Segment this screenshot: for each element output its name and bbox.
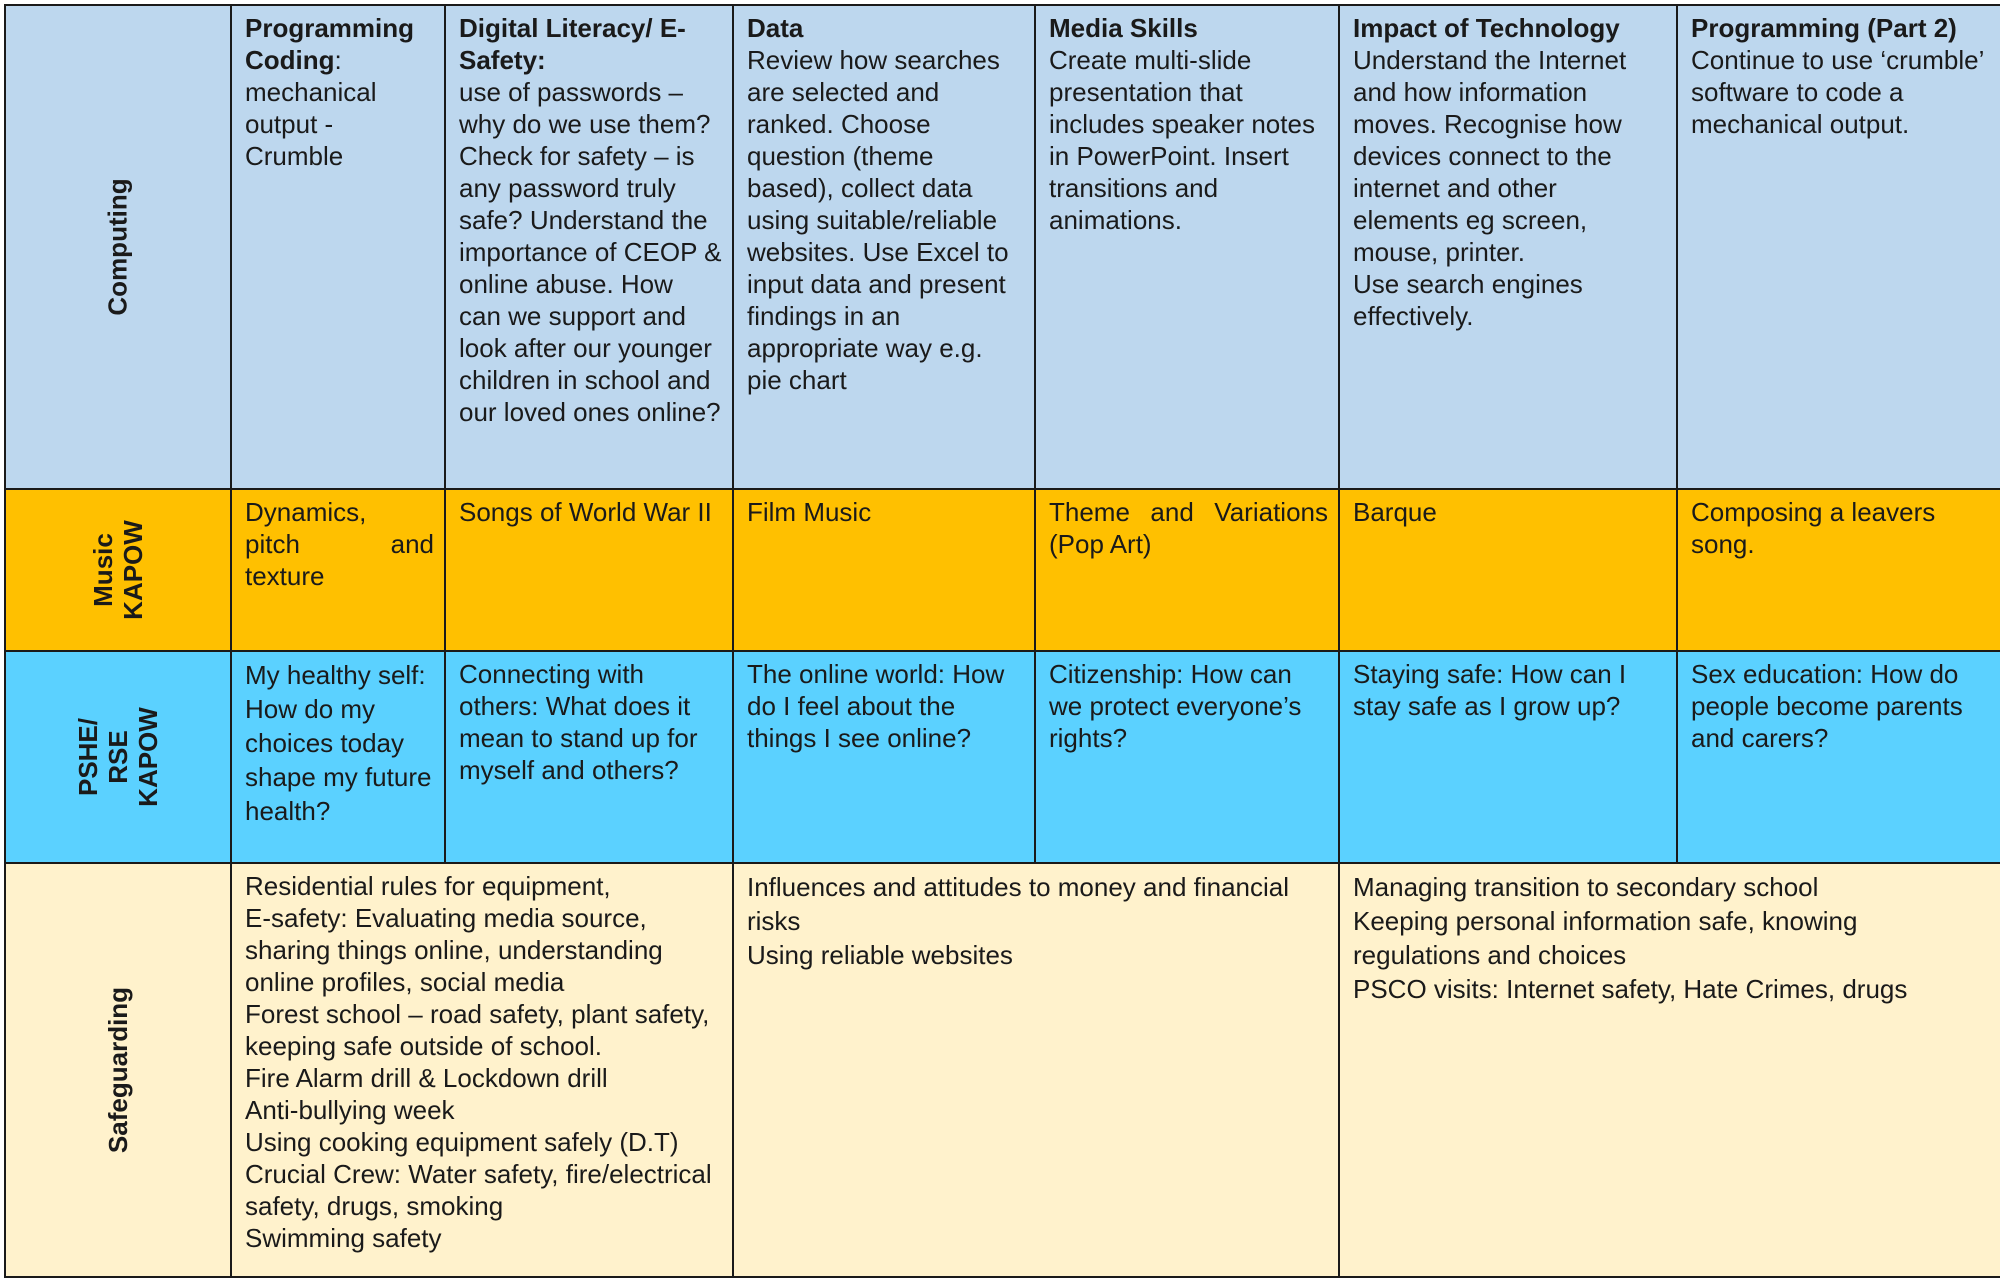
safeguarding-col-3 bbox=[1339, 863, 2000, 1277]
cell-body: Create multi-slide presentation that includes speaker notes in PowerPoint. Insert transitions and animations. bbox=[1049, 45, 1315, 235]
pshe-online-world-cell: The online world: How do I feel about the things I see online? bbox=[733, 651, 1035, 863]
pshe-connecting-cell: Connecting with others: What does it mean to stand up for myself and others? bbox=[445, 651, 733, 863]
row-label: Music KAPOW bbox=[87, 519, 148, 620]
cell-body: Use search engines effectively. bbox=[1353, 269, 1583, 331]
computing-media-skills-cell bbox=[1035, 5, 1339, 489]
safeguarding-row bbox=[5, 863, 2000, 1277]
safeguarding-item: Using reliable websites bbox=[747, 940, 1013, 970]
cell-title: Data bbox=[747, 13, 804, 43]
cell-body: Review how searches are selected and ranked. Choose question (theme based), collect data using suitable/reliable websites. Use Excel to input data and present findings in an appropriate way e.g. pie chart bbox=[747, 45, 1009, 395]
safeguarding-item: Forest school – road safety, plant safety, keeping safe outside of school. bbox=[245, 999, 710, 1061]
computing-programming-cell bbox=[231, 5, 445, 489]
pshe-label-cell bbox=[5, 651, 231, 863]
cell-body: Continue to use ‘crumble’ software to code a mechanical output. bbox=[1691, 45, 1984, 139]
pshe-sex-education-cell: Sex education: How do people become parents and carers? bbox=[1677, 651, 2000, 863]
music-composing-cell: Composing a leavers song. bbox=[1677, 489, 2000, 651]
safeguarding-item: E-safety: Evaluating media source, sharing things online, understanding online profiles, social media bbox=[245, 903, 663, 997]
pshe-healthy-self-cell: My healthy self: How do my choices today shape my future health? bbox=[231, 651, 445, 863]
cell-body: use of passwords – why do we use them? Check for safety – is any password truly safe? Understand the importance of CEOP & online abuse. How can we support and look after our younger children in school and our loved ones online? bbox=[459, 77, 722, 427]
safeguarding-col-1 bbox=[231, 863, 733, 1277]
cell-title: Impact of Technology bbox=[1353, 13, 1620, 43]
safeguarding-item: Managing transition to secondary school bbox=[1353, 872, 1819, 902]
row-label: Safeguarding bbox=[102, 986, 133, 1154]
safeguarding-item: Residential rules for equipment, bbox=[245, 871, 611, 901]
music-row bbox=[5, 489, 2000, 651]
computing-programming-2-cell bbox=[1677, 5, 2000, 489]
cell-title: Programming (Part 2) bbox=[1691, 13, 1957, 43]
computing-impact-cell bbox=[1339, 5, 1677, 489]
title-separator: : bbox=[334, 45, 342, 75]
row-label: PSHE/ RSE KAPOW bbox=[72, 706, 163, 807]
computing-digital-literacy-cell bbox=[445, 5, 733, 489]
music-label-cell bbox=[5, 489, 231, 651]
safeguarding-item: Influences and attitudes to money and financial risks bbox=[747, 872, 1290, 936]
row-label: Computing bbox=[103, 178, 133, 316]
safeguarding-item: Anti-bullying week bbox=[245, 1095, 455, 1125]
pshe-staying-safe-cell: Staying safe: How can I stay safe as I grow up? bbox=[1339, 651, 1677, 863]
safeguarding-item: Fire Alarm drill & Lockdown drill bbox=[245, 1063, 608, 1093]
music-film-cell: Film Music bbox=[733, 489, 1035, 651]
safeguarding-col-2 bbox=[733, 863, 1339, 1277]
safeguarding-item: Using cooking equipment safely (D.T) bbox=[245, 1127, 679, 1157]
cell-body: mechanical output - Crumble bbox=[245, 77, 377, 171]
music-ww2-cell: Songs of World War II bbox=[445, 489, 733, 651]
pshe-row bbox=[5, 651, 2000, 863]
computing-data-cell bbox=[733, 5, 1035, 489]
cell-title: Digital Literacy/ E-Safety: bbox=[459, 13, 686, 75]
curriculum-table bbox=[4, 4, 2000, 1278]
safeguarding-label-cell bbox=[5, 863, 231, 1277]
safeguarding-item: Keeping personal information safe, knowing regulations and choices bbox=[1353, 906, 1858, 970]
safeguarding-item: PSCO visits: Internet safety, Hate Crimes, drugs bbox=[1353, 974, 1908, 1004]
music-dynamics-cell: Dynamics, pitch and texture bbox=[231, 489, 445, 651]
cell-title: Media Skills bbox=[1049, 13, 1198, 43]
music-barque-cell: Barque bbox=[1339, 489, 1677, 651]
safeguarding-item: Swimming safety bbox=[245, 1223, 442, 1253]
cell-title: Programming bbox=[245, 13, 415, 43]
cell-title: Coding bbox=[245, 45, 335, 75]
safeguarding-item: Crucial Crew: Water safety, fire/electrical safety, drugs, smoking bbox=[245, 1159, 712, 1221]
pshe-citizenship-cell: Citizenship: How can we protect everyone’s rights? bbox=[1035, 651, 1339, 863]
computing-row bbox=[5, 5, 2000, 489]
computing-label-cell bbox=[5, 5, 231, 489]
music-theme-cell: Theme and Variations (Pop Art) bbox=[1035, 489, 1339, 651]
cell-body: Understand the Internet and how information moves. Recognise how devices connect to the internet and other elements eg screen, mouse, printer. bbox=[1353, 45, 1627, 267]
